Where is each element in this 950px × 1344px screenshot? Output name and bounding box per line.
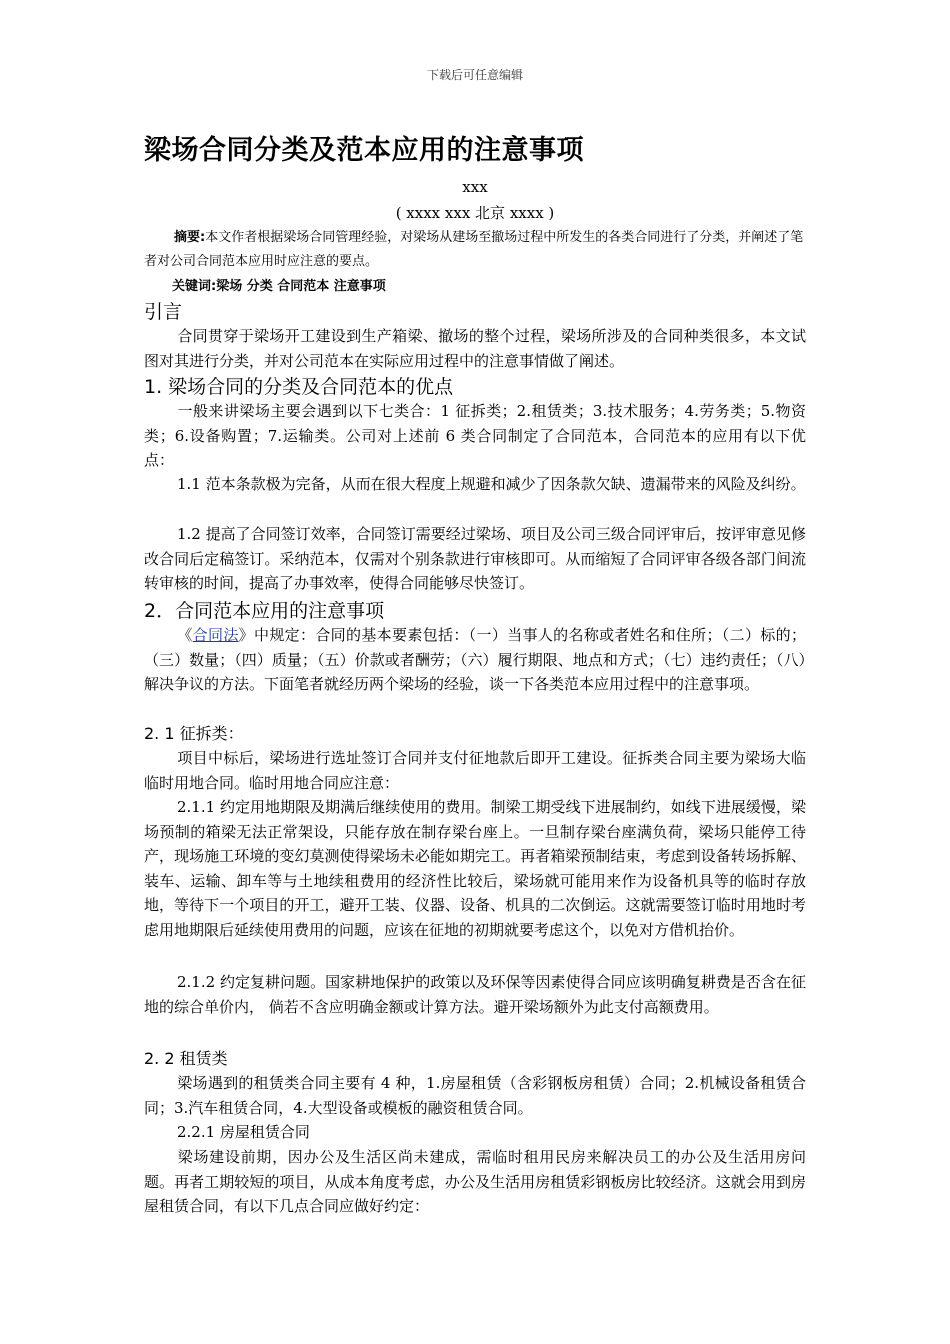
contract-law-link[interactable]: 合同法 [192,626,239,644]
paragraph [144,1145,806,1219]
keywords-text: 梁场 分类 合同范本 注意事项 [216,279,386,294]
paragraph [144,1071,806,1120]
abstract [144,226,806,274]
paragraph [144,1120,806,1145]
abstract-label: 摘要: [174,230,206,245]
header-note: 下载后可任意编辑 [426,68,523,82]
paragraph [144,324,806,373]
paragraph-text: 项目中标后，梁场进行选址签订合同并支付征地款后即开工建设。征拆类合同主要为梁场大临临时用地合同。临时用地合同应注意： [144,749,806,792]
abstract-text: 本文作者根据梁场合同管理经验，对梁场从建场至撤场过程中所发生的各类合同进行了分类，并阐述了笔者对公司合同范本应用时应注意的要点。 [144,230,804,269]
paragraph-text: 梁场建设前期，因办公及生活区尚未建成，需临时租用民房来解决员工的办公及生活用房问题。再者工期较短的项目，从成本角度考虑，办公及生活用房租赁彩钢板房比较经济。这就会用到房屋租赁合同，有以下几点合同应做好约定： [144,1148,806,1215]
paragraph [144,970,806,1019]
paragraph-text: 1.1 范本条款极为完备，从而在很大程度上规避和减少了因条款欠缺、遗漏带来的风险及纠纷。 [177,475,806,493]
paragraph-text: 一般来讲梁场主要会遇到以下七类合：1 征拆类；2.租赁类；3.技术服务；4.劳务类；5.物资类；6.设备购置；7.运输类。公司对上述前 6 类合同制定了合同范本，合同范本的应用有以下优点： [144,402,806,469]
paragraph [144,399,806,473]
paragraph [144,522,806,596]
keywords [144,275,386,294]
paragraph-text: 梁场遇到的租赁类合同主要有 4 种，1.房屋租赁（含彩钢板房租赁）合同；2.机械设备租赁合同；3.汽车租赁合同，4.大型设备或模板的融资租赁合同。 [144,1074,806,1117]
paragraph [144,795,806,942]
section-intro-title: 引言 [144,301,183,323]
paragraph-text: 《 [177,626,193,644]
paragraph [144,746,806,795]
paragraph [144,623,806,697]
paragraph-text: 2.1.1 约定用地期限及期满后继续使用的费用。制梁工期受线下进展制约，如线下进展缓慢，梁场预制的箱梁无法正常架设，只能存放在制存梁台座上。一旦制存梁台座满负荷，梁场只能停工待产，现场施工环境的变幻莫测使得梁场未必能如期完工。再者箱梁预制结束，考虑到设备转场拆解、装车、运输、卸车等与土地续租费用的经济性比较后，梁场就可能用来作为设备机具等的临时存放地，等待下一个项目的开工，避开工装、仪器、设备、机具的二次倒运。这就需要签订临时用地时考虑用地期限后延续使用费用的问题，应该在征地的初期就要考虑这个，以免对方借机抬价。 [144,798,806,939]
section-2-title: 2．合同范本应用的注意事项 [144,600,385,622]
section-1-title: 1. 梁场合同的分类及合同范本的优点 [144,376,454,398]
paragraph-text: 2.1.2 约定复耕问题。国家耕地保护的政策以及环保等因素使得合同应该明确复耕费是否含在征地的综合单价内， 倘若不含应明确金额或计算方法。避开梁场额外为此支付高额费用。 [144,973,806,1016]
section-2-1-title: 2. 1 征拆类： [144,724,244,743]
author: xxx [462,178,488,196]
paragraph-text: 》中规定：合同的基本要素包括：（一）当事人的名称或者姓名和住所；（二）标的；（三）数量；（四）质量；（五）价款或者酬劳；（六）履行期限、地点和方式；（七）违约责任；（八）解决争议的方法。下面笔者就经历两个梁场的经验，谈一下各类范本应用过程中的注意事项。 [144,626,806,693]
affiliation: ( xxxx xxx 北京 xxxx ) [395,204,555,222]
keywords-label: 关键词: [172,279,217,294]
document-title: 梁场合同分类及范本应用的注意事项 [144,135,584,166]
section-2-2-title: 2. 2 租赁类 [144,1049,228,1068]
paragraph-text: 1.2 提高了合同签订效率，合同签订需要经过梁场、项目及公司三级合同评审后，按评审意见修改合同后定稿签订。采纳范本，仅需对个别条款进行审核即可。从而缩短了合同评审各级各部门间流转审核的时间，提高了办事效率，使得合同能够尽快签订。 [144,525,806,592]
paragraph [144,472,806,497]
paragraph-text: 合同贯穿于梁场开工建设到生产箱梁、撤场的整个过程，梁场所涉及的合同种类很多，本文试图对其进行分类，并对公司范本在实际应用过程中的注意事情做了阐述。 [144,327,806,370]
paragraph-text: 2.2.1 房屋租赁合同 [177,1123,310,1141]
